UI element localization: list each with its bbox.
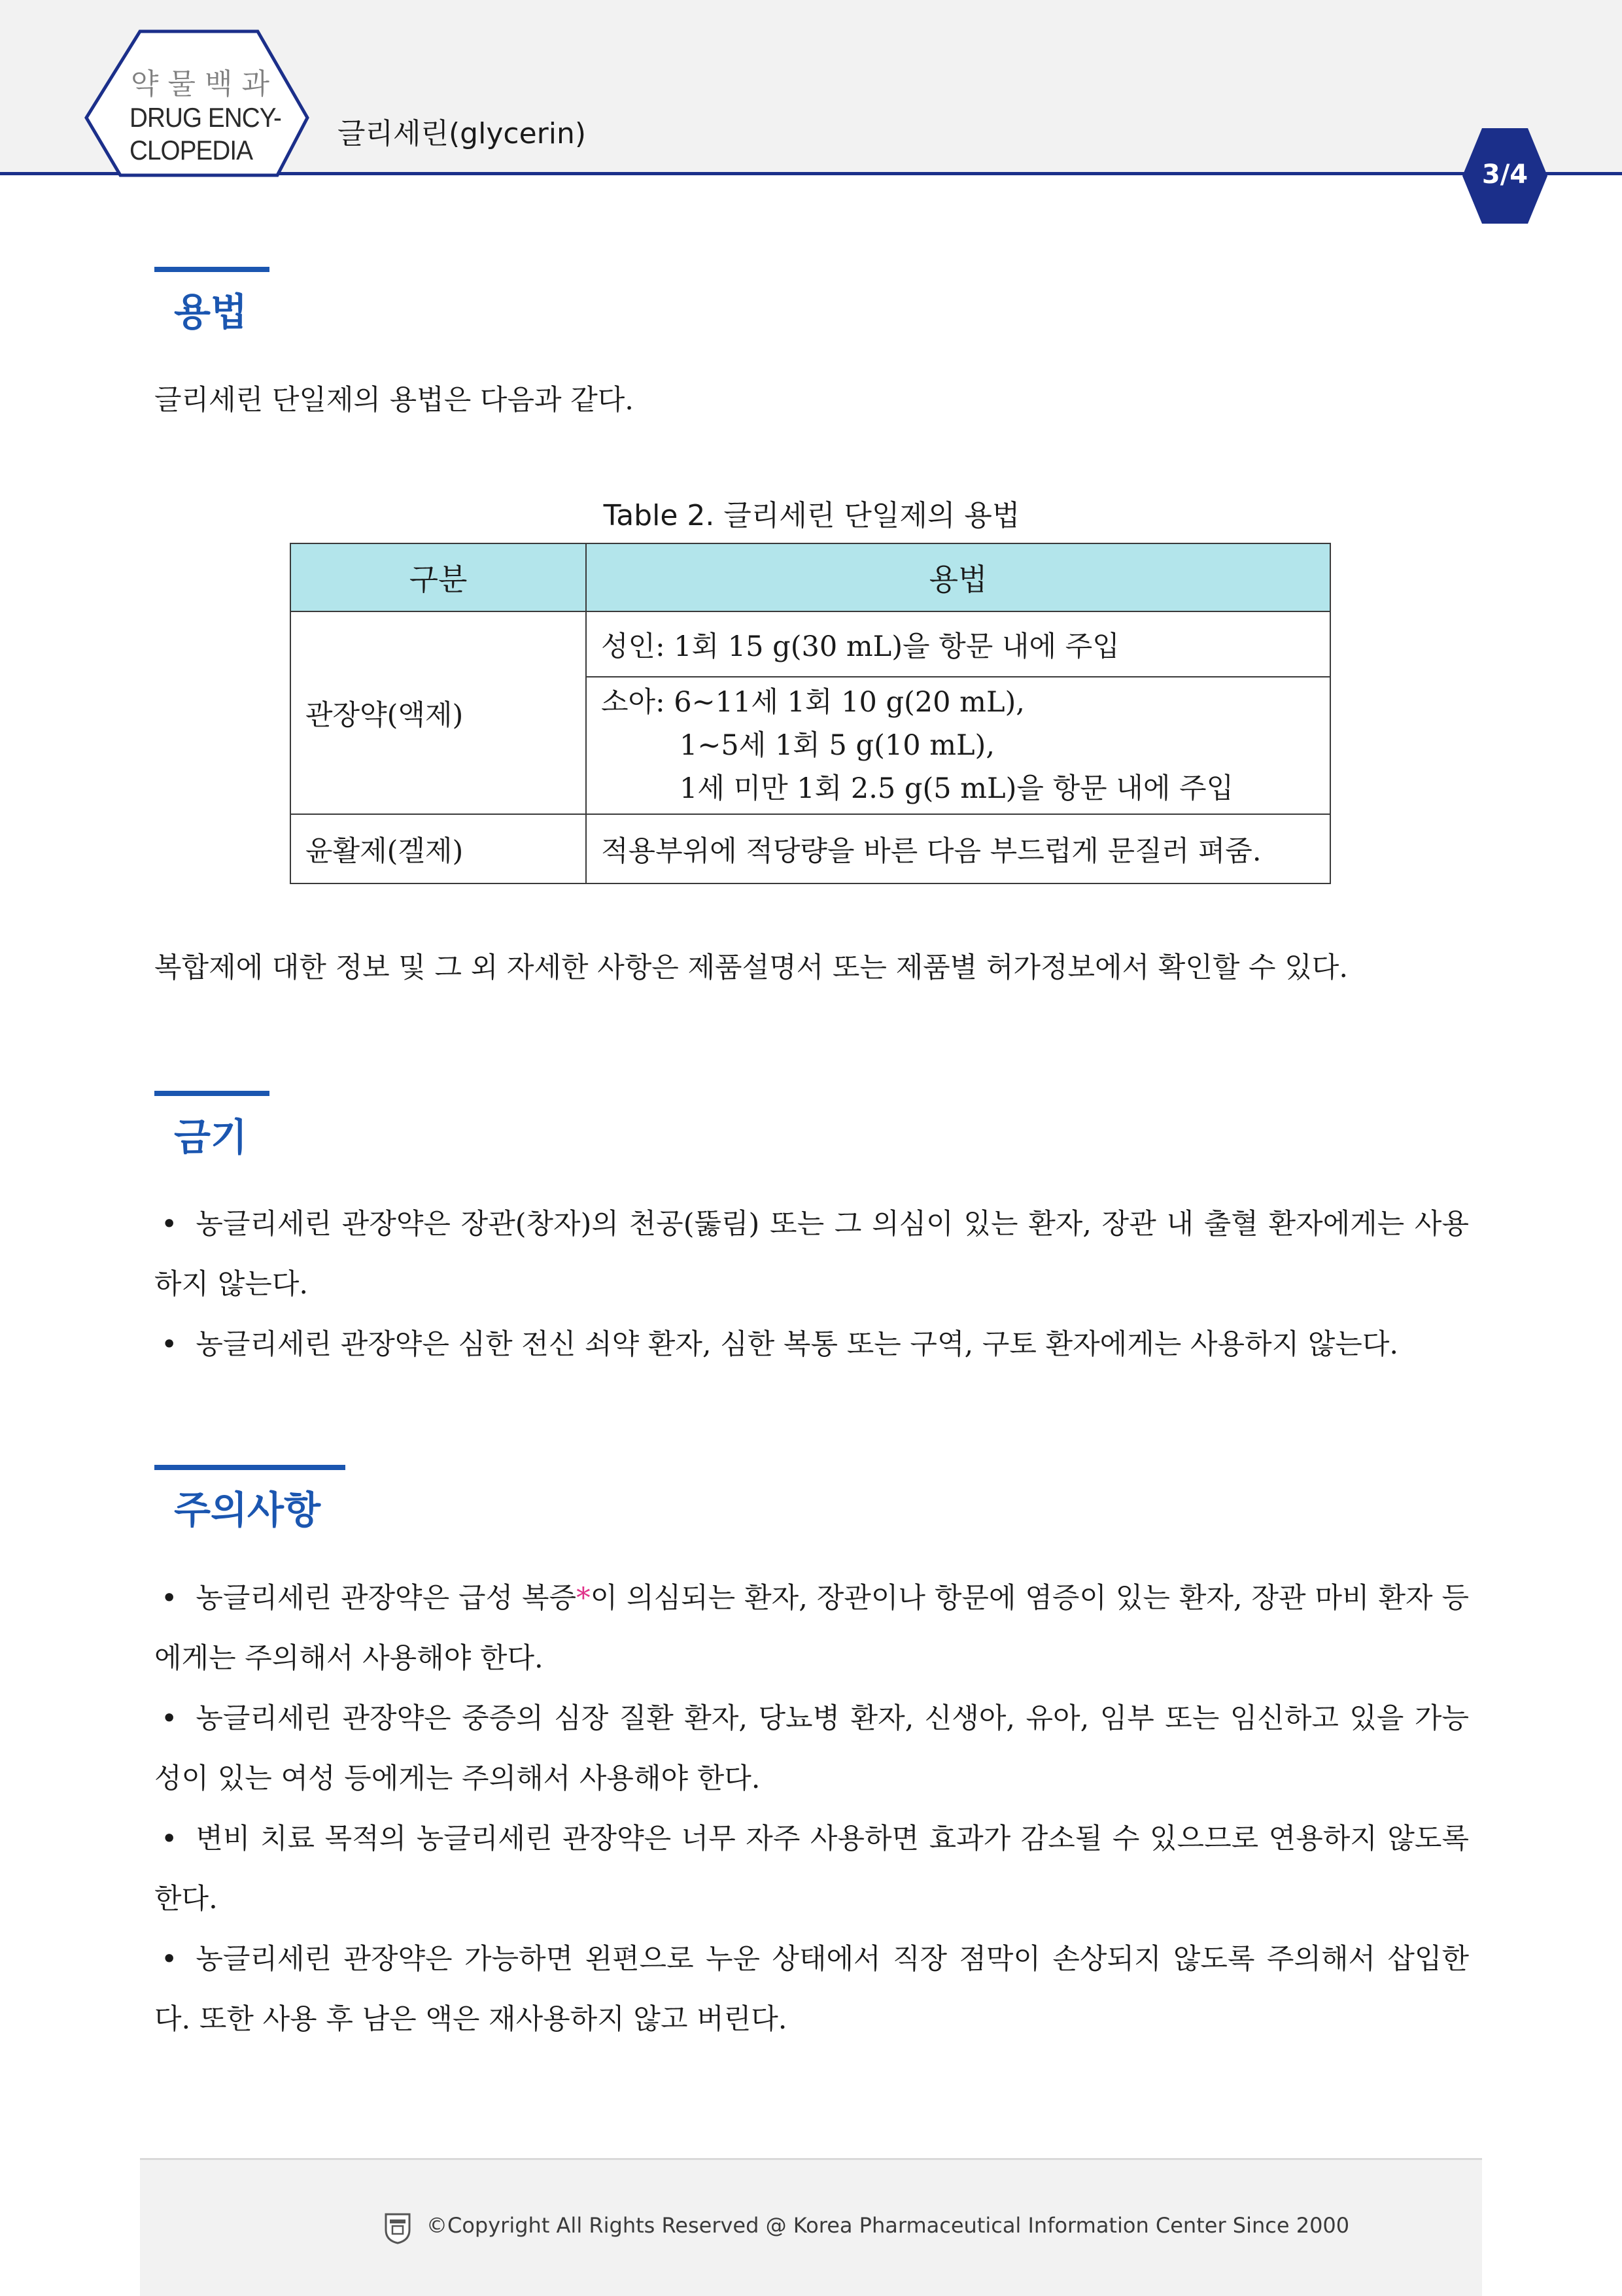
precaution-text-2: 농글리세린 관장약은 중증의 심장 질환 환자, 당뇨병 환자, 신생아, 유아, 임부 또는 임신하고 있을 가능성이 있는 여성 등에게는 주의해서 사용해야 한다. (154, 1702, 1469, 1795)
table-header-category: 구분 (290, 543, 586, 611)
logo-korean: 약물백과 (131, 67, 279, 101)
table-cell-category-enema: 관장약(액제) (290, 611, 586, 814)
usage-heading: 용법 (174, 290, 248, 334)
usage-note-text: 복합제에 대한 정보 및 그 외 자세한 사항은 제품설명서 또는 제품별 허가정보에서 확인할 수 있다. (154, 951, 1349, 984)
kpic-emblem-icon (383, 2212, 412, 2244)
list-item: • 농글리세린 관장약은 가능하면 왼편으로 누운 상태에서 직장 점막이 손상되지 않도록 주의해서 삽입한다. 또한 사용 후 남은 액은 재사용하지 않고 버린다. (154, 1943, 1469, 2036)
contraindications-list (154, 1194, 1469, 1375)
precaution-text-4: 농글리세린 관장약은 가능하면 왼편으로 누운 상태에서 직장 점막이 손상되지 않도록 주의해서 삽입한다. 또한 사용 후 남은 액은 재사용하지 않고 버린다. (154, 1943, 1469, 2036)
table-caption: Table 2. 글리세린 단일제의 용법 (603, 499, 1020, 532)
logo-english-line2: CLOPEDIA (129, 135, 253, 165)
child-dose-line1: 소아: 6~11세 1회 10 g(20 mL), (601, 686, 1025, 719)
child-dose-line2: 1~5세 1회 5 g(10 mL), (680, 729, 995, 762)
list-item: • 농글리세린 관장약은 중증의 심장 질환 환자, 당뇨병 환자, 신생아, 유아, 임부 또는 임신하고 있을 가능성이 있는 여성 등에게는 주의해서 사용해야 한다. (154, 1702, 1469, 1795)
footnote-star: * (576, 1582, 591, 1615)
contraindications-heading: 금기 (174, 1115, 248, 1159)
table-row (290, 611, 1330, 677)
usage-table (290, 543, 1331, 884)
table-cell-gel-usage: 적용부위에 적당량을 바른 다음 부드럽게 문질러 펴줌. (586, 814, 1330, 883)
precaution-text-1b: 이 의심되는 환자, 장관이나 항문에 염증이 있는 환자, 장관 마비 환자 등에게는 주의해서 사용해야 한다. (154, 1582, 1470, 1675)
contraindications-heading-bar (154, 1091, 269, 1096)
table-cell-child-dose (586, 677, 1330, 814)
list-item: • 농글리세린 관장약은 장관(창자)의 천공(뚫림) 또는 그 의심이 있는 환자, 장관 내 출혈 환자에게는 사용하지 않는다. (154, 1208, 1469, 1301)
contraindication-text-2: 농글리세린 관장약은 심한 전신 쇠약 환자, 심한 복통 또는 구역, 구토 환자에게는 사용하지 않는다. (196, 1328, 1399, 1361)
usage-intro (154, 370, 1469, 430)
precaution-text-1a: 농글리세린 관장약은 급성 복증 (196, 1582, 577, 1615)
usage-note (154, 938, 1469, 998)
table-header-usage: 용법 (586, 543, 1330, 611)
table-cell-adult-dose: 성인: 1회 15 g(30 mL)을 항문 내에 주입 (586, 611, 1330, 677)
table-row (290, 814, 1330, 883)
page-number: 3/4 (1481, 160, 1528, 190)
list-item: • 농글리세린 관장약은 급성 복증*이 의심되는 환자, 장관이나 항문에 염증이 있는 환자, 장관 마비 환자 등에게는 주의해서 사용해야 한다. (154, 1582, 1470, 1675)
table-cell-category-gel: 윤활제(겔제) (290, 814, 586, 883)
precautions-list (154, 1568, 1469, 2049)
logo-english-line1: DRUG ENCY- (129, 102, 281, 133)
child-dose-line3: 1세 미만 1회 2.5 g(5 mL)을 항문 내에 주입 (680, 772, 1234, 805)
list-item: • 변비 치료 목적의 농글리세린 관장약은 너무 자주 사용하면 효과가 감소될 수 있으므로 연용하지 않도록 한다. (154, 1823, 1469, 1915)
usage-heading-bar (154, 267, 269, 272)
footer-copyright: ©Copyright All Rights Reserved @ Korea Pharmaceutical Information Center Since 2000 (426, 2213, 1350, 2238)
precautions-heading-bar (154, 1465, 345, 1470)
table-header-row (290, 543, 1330, 611)
precautions-heading: 주의사항 (174, 1488, 321, 1532)
precaution-text-3: 변비 치료 목적의 농글리세린 관장약은 너무 자주 사용하면 효과가 감소될 수 있으므로 연용하지 않도록 한다. (154, 1823, 1469, 1915)
list-item: • 농글리세린 관장약은 심한 전신 쇠약 환자, 심한 복통 또는 구역, 구토 환자에게는 사용하지 않는다. (161, 1328, 1399, 1361)
contraindication-text-1: 농글리세린 관장약은 장관(창자)의 천공(뚫림) 또는 그 의심이 있는 환자, 장관 내 출혈 환자에게는 사용하지 않는다. (154, 1208, 1469, 1301)
document-title: 글리세린(glycerin) (337, 117, 587, 150)
usage-intro-text: 글리세린 단일제의 용법은 다음과 같다. (154, 384, 634, 417)
